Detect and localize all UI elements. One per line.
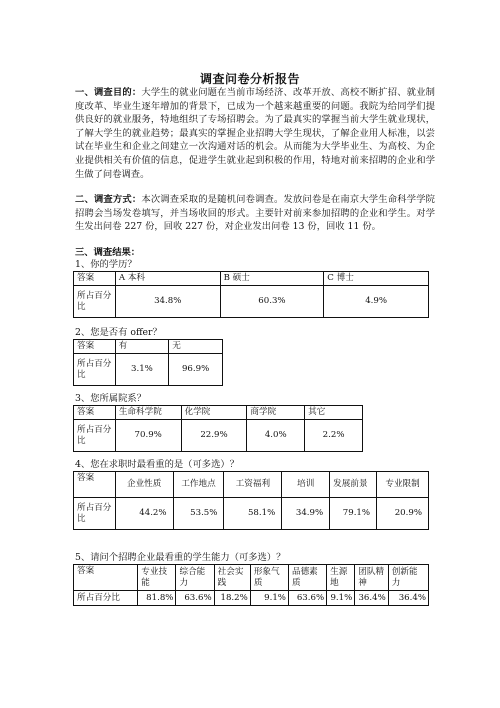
table-header-cell: 商学院 bbox=[247, 406, 305, 420]
table-cell: 70.9% bbox=[115, 420, 181, 452]
table-header-cell: 答案 bbox=[74, 472, 116, 498]
q1-table bbox=[73, 271, 429, 318]
table-row bbox=[74, 272, 429, 286]
table-header-cell: 生命科学院 bbox=[115, 406, 181, 420]
report-title: 调查问卷分析报告 bbox=[199, 72, 300, 86]
table-header-cell: 其它 bbox=[305, 406, 363, 420]
table-cell: 20.9% bbox=[377, 498, 429, 530]
table-header-cell: 无 bbox=[169, 340, 223, 354]
table-cell: 22.9% bbox=[181, 420, 247, 452]
section-purpose bbox=[75, 86, 435, 181]
table-cell: 36.4% bbox=[355, 591, 388, 606]
table-header-cell: 综合能力 bbox=[176, 565, 214, 591]
section-results-heading: 三、调查结果： bbox=[75, 247, 141, 258]
table-cell: 4.9% bbox=[324, 286, 429, 318]
table-cell: 81.8% bbox=[138, 591, 176, 606]
section-method bbox=[75, 193, 435, 234]
q3-table bbox=[73, 405, 363, 452]
table-header-cell: B 硕士 bbox=[220, 272, 324, 286]
table-header-cell: 企业性质 bbox=[115, 472, 173, 498]
table-row bbox=[74, 286, 429, 318]
table-cell: 44.2% bbox=[115, 498, 173, 530]
table-header-cell: C 博士 bbox=[324, 272, 429, 286]
table-cell: 4.0% bbox=[247, 420, 305, 452]
table-header-cell: 形象气质 bbox=[250, 565, 288, 591]
table-cell: 53.5% bbox=[173, 498, 224, 530]
table-row bbox=[74, 340, 223, 354]
section-method-label: 二、调查方式： bbox=[75, 194, 142, 205]
table-cell: 58.1% bbox=[224, 498, 282, 530]
table-row bbox=[74, 591, 429, 606]
table-header-cell: 发展前景 bbox=[330, 472, 377, 498]
table-cell: 2.2% bbox=[305, 420, 363, 452]
table-row-label: 所占百分比 bbox=[74, 354, 116, 386]
table-cell: 18.2% bbox=[214, 591, 250, 606]
table-row bbox=[74, 498, 429, 530]
table-header-cell: 化学院 bbox=[181, 406, 247, 420]
table-row bbox=[74, 406, 363, 420]
q1-title: 1、你的学历？ bbox=[75, 259, 137, 270]
table-cell: 96.9% bbox=[169, 354, 223, 386]
table-cell: 34.9% bbox=[282, 498, 330, 530]
table-row-label: 所占百分比 bbox=[74, 591, 138, 606]
table-header-cell: 专业限制 bbox=[377, 472, 429, 498]
table-row-label: 所占百分比 bbox=[74, 498, 116, 530]
table-header-cell: 有 bbox=[115, 340, 169, 354]
table-header-cell: 创新能力 bbox=[388, 565, 428, 591]
table-header-cell: 答案 bbox=[74, 406, 116, 420]
table-header-cell: 培训 bbox=[282, 472, 330, 498]
q2-title: 2、您是否有 offer？ bbox=[75, 327, 162, 338]
table-row bbox=[74, 420, 363, 452]
table-header-cell: 专业技能 bbox=[138, 565, 176, 591]
table-cell: 3.1% bbox=[115, 354, 169, 386]
table-row bbox=[74, 354, 223, 386]
table-header-cell: 社会实践 bbox=[214, 565, 250, 591]
table-cell: 60.3% bbox=[220, 286, 324, 318]
q5-title: 5、请问个招聘企业最看重的学生能力（可多选）？ bbox=[75, 552, 286, 563]
table-header-cell: 答案 bbox=[74, 565, 138, 591]
table-header-cell: 答案 bbox=[74, 272, 116, 286]
table-row-label: 所占百分比 bbox=[74, 286, 116, 318]
table-row bbox=[74, 565, 429, 591]
table-cell: 36.4% bbox=[388, 591, 428, 606]
table-header-cell: A 本科 bbox=[115, 272, 220, 286]
q2-table bbox=[73, 339, 223, 386]
table-cell: 9.1% bbox=[327, 591, 355, 606]
q4-table bbox=[73, 471, 429, 530]
table-header-cell: 品德素质 bbox=[288, 565, 326, 591]
table-cell: 63.6% bbox=[176, 591, 214, 606]
q3-title: 3、您所属院系？ bbox=[75, 393, 146, 404]
table-row bbox=[74, 472, 429, 498]
table-cell: 9.1% bbox=[250, 591, 288, 606]
table-cell: 63.6% bbox=[288, 591, 326, 606]
section-purpose-text: 大学生的就业问题在当前市场经济、改革开放、高校不断扩招、就业制度改革、毕业生逐年增加的背景下，已成为一个越来越重要的问题。我院为给同学们提供良好的就业服务，特地组织了专场招聘会。为了最真实的掌握当前大学生就业现状，了解大学生的就业趋势；最真实的掌握企业招聘大学生现状，了解企业用人标准，以尝试在毕业生和企业之间建立一次沟通对话的机会。从而能为大学毕业生、为高校、为企业提供相关有价值的信息，促进学生就业起到积极的作用，特地对前来招聘的企业和学生做了问卷调查。 bbox=[75, 87, 435, 180]
table-header-cell: 工作地点 bbox=[173, 472, 224, 498]
section-purpose-label: 一、调查目的： bbox=[75, 87, 142, 98]
q4-title: 4、您在求职时最看重的是（可多选）？ bbox=[75, 459, 239, 470]
q5-table bbox=[73, 564, 429, 606]
table-cell: 79.1% bbox=[330, 498, 377, 530]
table-header-cell: 生源地 bbox=[327, 565, 355, 591]
table-header-cell: 团队精神 bbox=[355, 565, 388, 591]
table-cell: 34.8% bbox=[115, 286, 220, 318]
table-row-label: 所占百分比 bbox=[74, 420, 116, 452]
table-header-cell: 工资福利 bbox=[224, 472, 282, 498]
table-header-cell: 答案 bbox=[74, 340, 116, 354]
section-method-text: 本次调查采取的是随机问卷调查。发放问卷是在南京大学生命科学学院招聘会当场发卷填写，并当场收回的形式。主要针对前来参加招聘的企业和学生。对学生发出问卷 227 份，回收 227 份，对企业发出问卷 13 份，回收 11 份。 bbox=[75, 194, 435, 233]
